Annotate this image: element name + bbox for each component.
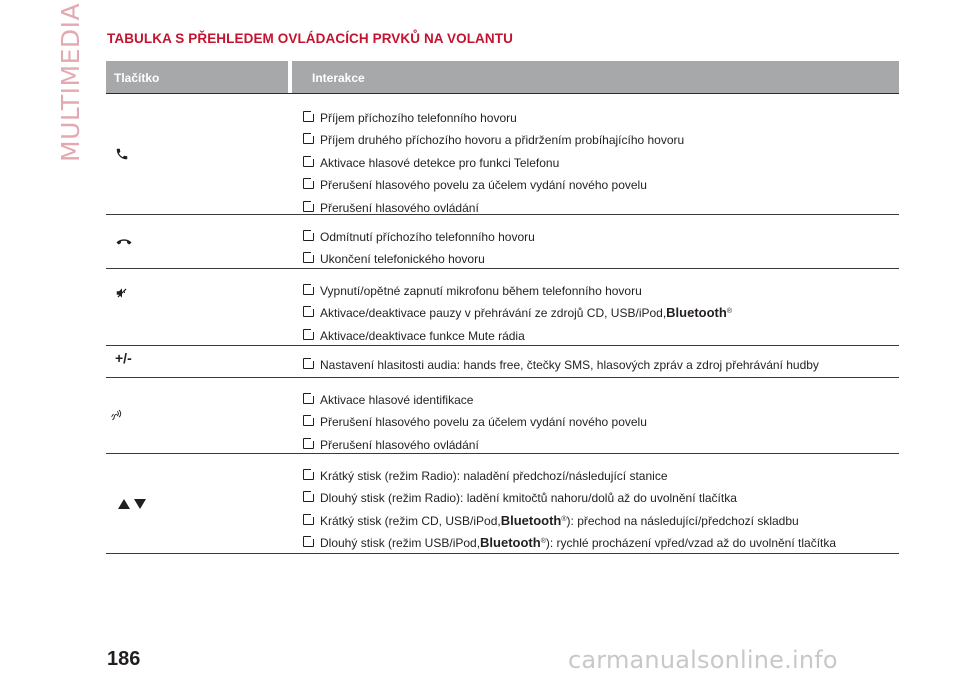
list-item: Odmítnutí příchozího telefonního hovoru bbox=[303, 221, 899, 244]
row-button-cell bbox=[102, 255, 142, 331]
list-item: Příjem příchozího telefonního hovoru bbox=[303, 102, 899, 125]
page-number: 186 bbox=[107, 648, 141, 670]
list-item: Dlouhý stisk (režim USB/iPod, Bluetooth ® ): rychlé procházení vpřed/vzad až do uvolnění tlačítka bbox=[303, 528, 899, 551]
voice-command-icon bbox=[109, 409, 123, 423]
bullet-icon bbox=[303, 178, 314, 189]
bullet-icon bbox=[303, 514, 314, 525]
list-item: Krátký stisk (režim CD, USB/iPod, Bluetooth ® ): přechod na následující/předchozí skladbu bbox=[303, 505, 899, 528]
bullet-icon bbox=[303, 491, 314, 502]
list-item: Aktivace hlasové detekce pro funkci Telefonu bbox=[303, 147, 899, 170]
bullet-icon bbox=[303, 111, 314, 122]
list-item: Vypnutí/opětné zapnutí mikrofonu během telefonního hovoru bbox=[303, 275, 899, 298]
up-down-arrows-icon bbox=[117, 498, 147, 510]
table-row bbox=[106, 454, 899, 554]
page-title: TABULKA S PŘEHLEDEM OVLÁDACÍCH PRVKŮ NA VOLANTU bbox=[107, 31, 513, 46]
bullet-icon bbox=[303, 230, 314, 241]
list-item: Přerušení hlasového povelu za účelem vydání nového povelu bbox=[303, 170, 899, 193]
volume-plus-minus-label: +/- bbox=[115, 350, 132, 366]
row-button-cell bbox=[96, 378, 136, 453]
phone-hangup-icon bbox=[116, 237, 132, 247]
list-item: Aktivace/deaktivace funkce Mute rádia bbox=[303, 320, 899, 343]
bullet-icon bbox=[303, 438, 314, 449]
watermark: carmanualsonline.info bbox=[568, 646, 838, 674]
table-header bbox=[106, 61, 899, 94]
list-item: Příjem druhého příchozího hovoru a přidržením probíhajícího hovoru bbox=[303, 125, 899, 148]
bullet-icon bbox=[303, 133, 314, 144]
list-item: Krátký stisk (režim Radio): naladění předchozí/následující stanice bbox=[303, 460, 899, 483]
row-button-cell bbox=[102, 94, 142, 214]
header-separator bbox=[288, 61, 292, 93]
bullet-icon bbox=[303, 329, 314, 340]
list-item: Nastavení hlasitosti audia: hands free, čtečky SMS, hlasových zpráv a zdroj přehrávání hudby bbox=[303, 349, 899, 372]
list-item: Aktivace hlasové identifikace bbox=[303, 384, 899, 407]
list-item: Přerušení hlasového povelu za účelem vydání nového povelu bbox=[303, 407, 899, 430]
bullet-icon bbox=[303, 415, 314, 426]
bullet-icon bbox=[303, 201, 314, 212]
bullet-icon bbox=[303, 306, 314, 317]
header-button: Tlačítko bbox=[114, 71, 160, 85]
controls-table bbox=[106, 61, 899, 554]
list-item: Přerušení hlasového ovládání bbox=[303, 429, 899, 452]
mute-icon bbox=[115, 286, 129, 300]
table-row bbox=[106, 215, 899, 269]
list-item: Aktivace/deaktivace pauzy v přehrávání ze zdrojů CD, USB/iPod, Bluetooth ® bbox=[303, 298, 899, 321]
section-side-label: MULTIMEDIA bbox=[56, 2, 85, 162]
phone-answer-icon bbox=[115, 147, 129, 161]
bullet-icon bbox=[303, 469, 314, 480]
list-item: Ukončení telefonického hovoru bbox=[303, 244, 899, 267]
list-item: Přerušení hlasového ovládání bbox=[303, 192, 899, 215]
row-button-cell bbox=[112, 454, 152, 553]
table-row bbox=[106, 378, 899, 454]
header-interaction: Interakce bbox=[312, 71, 365, 85]
list-item: Dlouhý stisk (režim Radio): ladění kmitočtů nahoru/dolů až do uvolnění tlačítka bbox=[303, 483, 899, 506]
table-row bbox=[106, 346, 899, 378]
bullet-icon bbox=[303, 156, 314, 167]
table-row bbox=[106, 269, 899, 346]
bullet-icon bbox=[303, 252, 314, 263]
bullet-icon bbox=[303, 393, 314, 404]
bullet-icon bbox=[303, 536, 314, 547]
table-row bbox=[106, 94, 899, 215]
bullet-icon bbox=[303, 358, 314, 369]
bullet-icon bbox=[303, 284, 314, 295]
